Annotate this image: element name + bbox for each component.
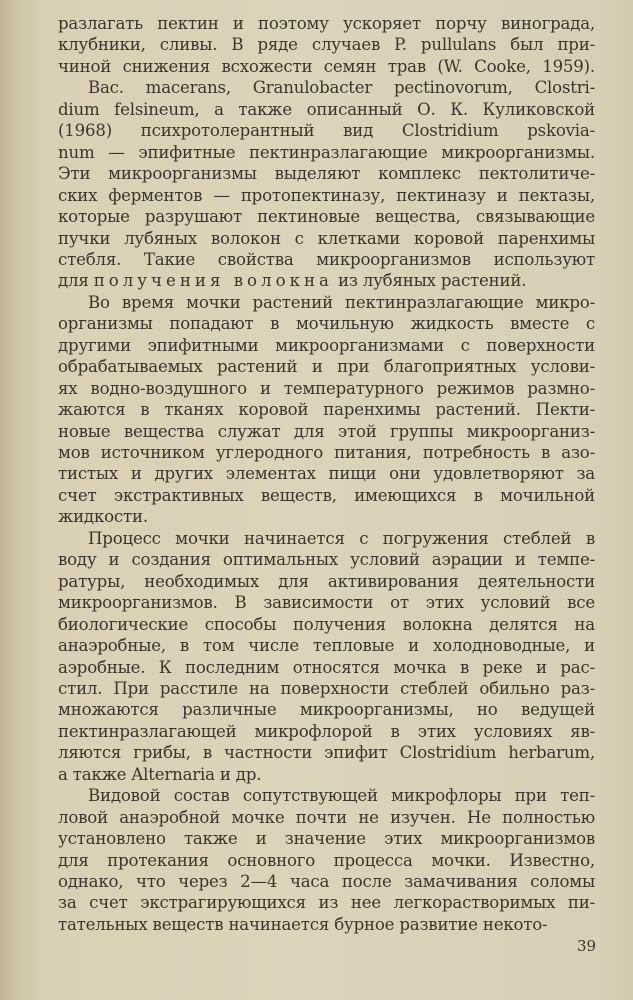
text-line: аэробные. К последним относятся мочка в реке и рас- [58, 657, 595, 677]
text-line: ляются грибы, в частности эпифит Clostridium herbarum, [58, 743, 595, 763]
text-line: новые вещества служат для этой группы микроорганиз- [58, 421, 595, 441]
text-line: Видовой состав сопутствующей микрофлоры при теп- [88, 786, 595, 806]
text-line: а также Alternaria и др. [58, 764, 262, 784]
text-line: клубники, сливы. В ряде случаев P. pullulans был при- [58, 35, 595, 55]
text-line: пектинразлагающей микрофлорой в этих условиях яв- [58, 721, 595, 741]
text-line: ловой анаэробной мочке почти не изучен. Не полностью [58, 807, 595, 827]
text-line: для протекания основного процесса мочки. Известно, [58, 850, 595, 870]
text-line: жаются в тканях коровой паренхимы растений. Пекти- [58, 400, 595, 420]
text-line: установлено также и значение этих микроорганизмов [58, 829, 595, 849]
text-line: Процесс мочки начинается с погружения стеблей в [88, 528, 595, 548]
text-line: ях водно-воздушного и температурного режимов размно- [58, 378, 595, 398]
text-line: счет экстрактивных веществ, имеющихся в мочильной [58, 485, 595, 505]
text-line: множаются различные микроорганизмы, но ведущей [58, 700, 595, 720]
text-line: dium felsineum, а также описанный О. К. Куликовской [58, 99, 595, 119]
text-line: чиной снижения всхожести семян трав (W. Cooke, 1959). [58, 56, 595, 76]
text-line: которые разрушают пектиновые вещества, связывающие [58, 207, 595, 227]
text-line: другими эпифитными микроорганизмами с поверхности [58, 335, 595, 355]
text-line: воду и создания оптимальных условий аэрации и темпе- [58, 550, 595, 570]
emphasized-text: получения волокна [93, 271, 333, 291]
text-line: Во время мочки растений пектинразлагающие микро- [88, 292, 595, 312]
text-line: для получения волокна из лубяных растений. [58, 271, 527, 291]
text-line: num — эпифитные пектинразлагающие микроорганизмы. [58, 142, 595, 162]
text-line: Bac. macerans, Granulobacter pectinovorum, Clostri- [88, 78, 595, 98]
text-line: мов источником углеродного питания, потребность в азо- [58, 443, 595, 462]
text-line: жидкости. [58, 507, 148, 527]
text-line: стил. При расстиле на поверхности стеблей обильно раз- [58, 678, 595, 698]
text-line: однако, что через 2—4 часа после замачивания соломы [58, 872, 595, 891]
text-line: ских ферментов — протопектиназу, пектиназу и пектазы, [58, 185, 595, 205]
page-number: 39 [577, 937, 597, 955]
text-line: пучки лубяных волокон с клетками коровой паренхимы [58, 228, 595, 248]
text-line: тистых и других элементах пищи они удовлетворяют за [58, 464, 595, 484]
text-line: Эти микроорганизмы выделяют комплекс пектолитиче- [58, 164, 595, 184]
text-line: стебля. Такие свойства микроорганизмов используют [58, 249, 595, 269]
text-line: анаэробные, в том числе тепловые и холодноводные, и [58, 636, 595, 656]
text-line: тательных веществ начинается бурное развитие некото- [58, 914, 548, 934]
text-line: микроорганизмов. В зависимости от этих условий все [58, 593, 595, 613]
text-line: биологические способы получения волокна делятся на [58, 614, 595, 634]
text-line: обрабатываемых растений и при благоприятных услови- [58, 357, 595, 377]
text-line: организмы попадают в мочильную жидкость вместе с [58, 314, 595, 334]
text-line: за счет экстрагирующихся из нее легкорастворимых пи- [58, 893, 595, 913]
text-line: ратуры, необходимых для активирования деятельности [58, 571, 595, 591]
text-line: (1968) психротолерантный вид Clostridium pskovia- [58, 121, 595, 141]
text-line: разлагать пектин и поэтому ускоряет порчу винограда, [58, 14, 595, 33]
